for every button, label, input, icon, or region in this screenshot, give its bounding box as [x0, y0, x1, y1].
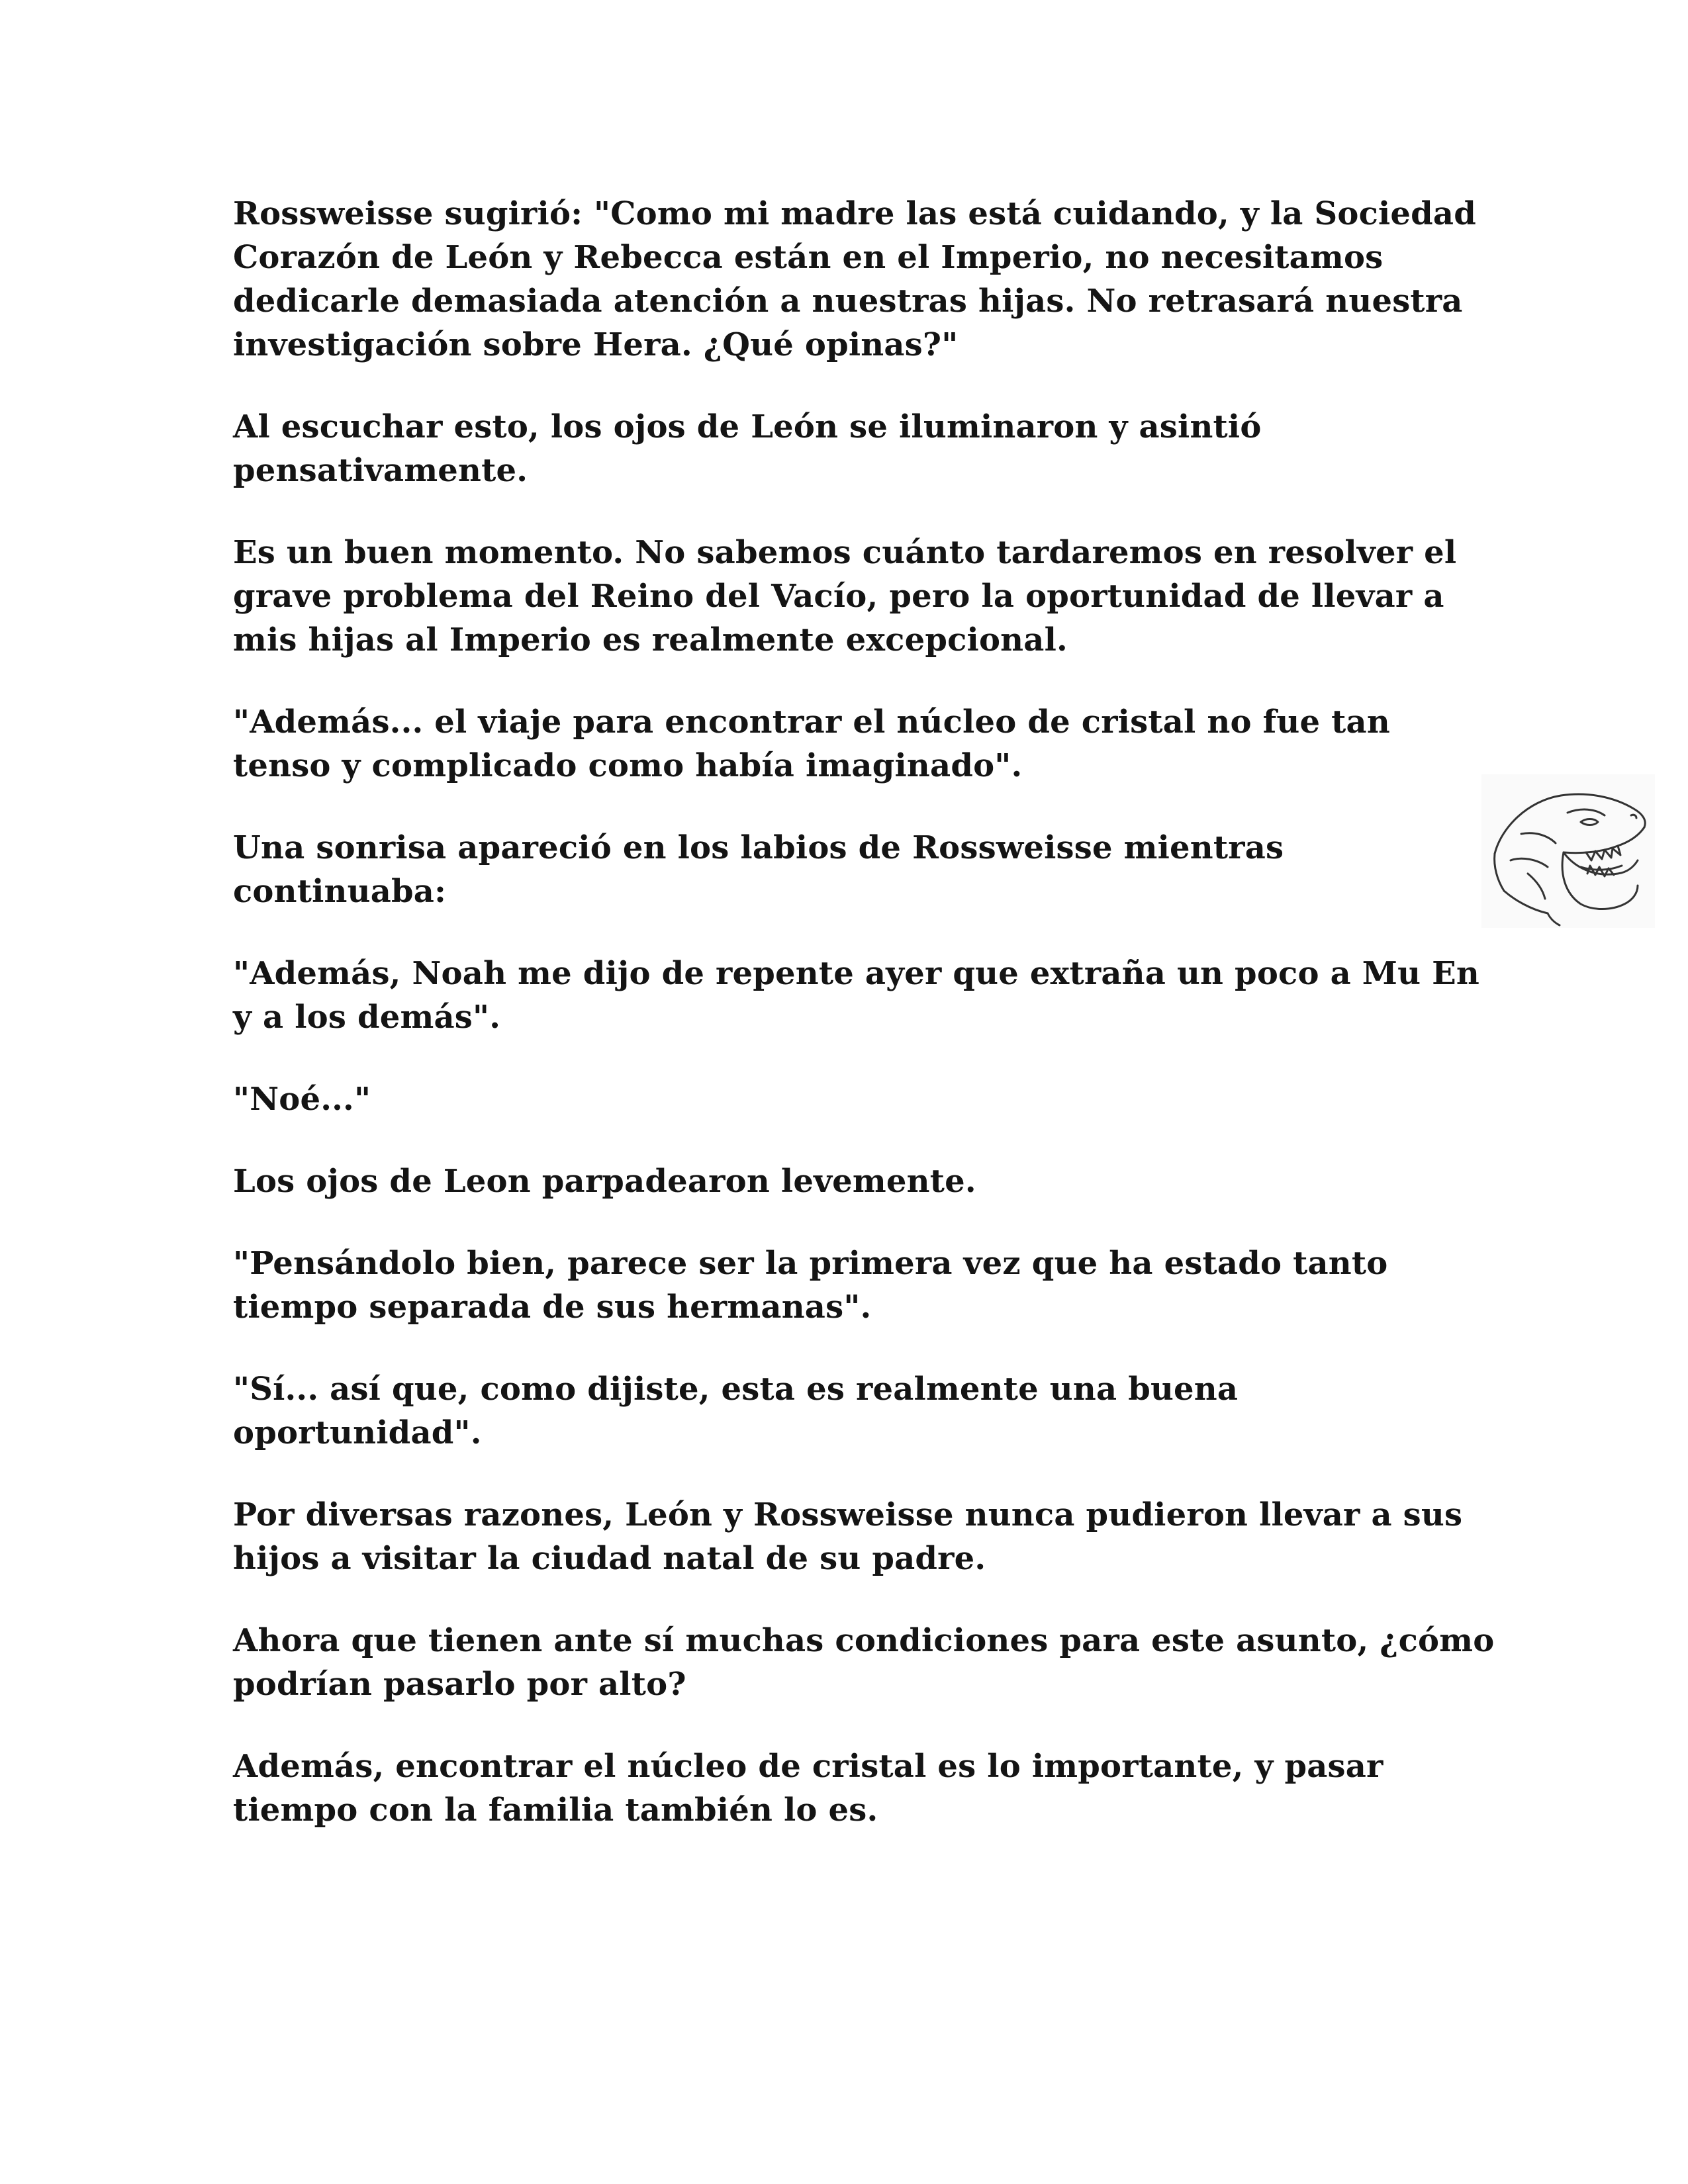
paragraph-4: "Además... el viaje para encontrar el núcleo de cristal no fue tan tenso y complicado como había imaginado".: [233, 704, 1390, 784]
paragraph-12: Ahora que tienen ante sí muchas condiciones para este asunto, ¿cómo podrían pasarlo por alto?: [233, 1622, 1495, 1703]
paragraph-7: "Noé...": [233, 1081, 371, 1118]
paragraph-10: "Sí... así que, como dijiste, esta es realmente una buena oportunidad".: [233, 1371, 1239, 1451]
paragraph-11: Por diversas razones, León y Rossweisse nunca pudieron llevar a sus hijos a visitar la ciudad natal de su padre.: [233, 1496, 1463, 1577]
paragraph-5: Una sonrisa apareció en los labios de Rossweisse mientras continuaba:: [233, 829, 1284, 910]
paragraph-1: Rossweisse sugirió: "Como mi madre las está cuidando, y la Sociedad Corazón de León y Rebecca están en el Imperio, no necesitamos dedicarle demasiada atención a nuestras hijas. No retrasará nuestra investigación sobre Hera. ¿Qué opinas?": [233, 195, 1476, 363]
paragraph-9: "Pensándolo bien, parece ser la primera vez que ha estado tanto tiempo separada de sus hermanas".: [233, 1245, 1388, 1326]
paragraph-8: Los ojos de Leon parpadearon levemente.: [233, 1163, 976, 1200]
dinosaur-head-icon: [1481, 774, 1655, 928]
paragraph-13: Además, encontrar el núcleo de cristal es lo importante, y pasar tiempo con la familia también lo es.: [233, 1748, 1383, 1829]
paragraph-3: Es un buen momento. No sabemos cuánto tardaremos en resolver el grave problema del Reino del Vacío, pero la oportunidad de llevar a mis hijas al Imperio es realmente excepcional.: [233, 534, 1457, 659]
document-body: [233, 192, 1497, 1870]
paragraph-6: "Además, Noah me dijo de repente ayer que extraña un poco a Mu En y a los demás".: [233, 955, 1480, 1036]
paragraph-2: Al escuchar esto, los ojos de León se iluminaron y asintió pensativamente.: [233, 408, 1262, 489]
